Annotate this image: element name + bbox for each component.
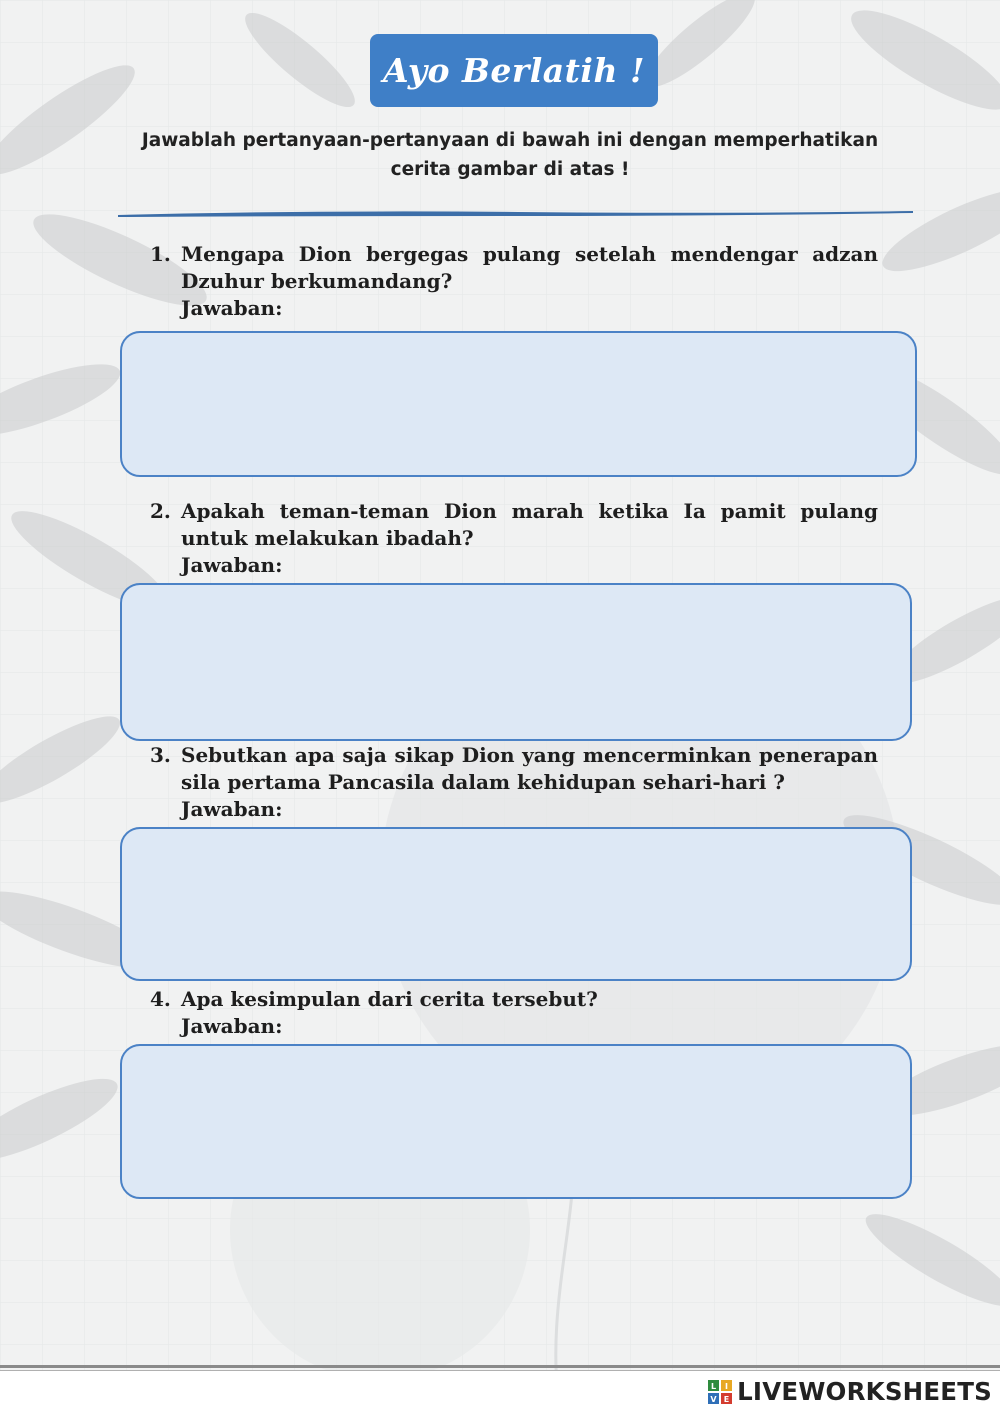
question-number: 3. (150, 743, 171, 767)
question-1 (150, 241, 878, 322)
page-title: Ayo Berlatih ! (383, 51, 645, 90)
instruction-line-2: cerita gambar di atas ! (390, 159, 630, 180)
svg-text:V: V (710, 1394, 717, 1404)
answer-field-1[interactable] (120, 331, 917, 477)
footer-divider (0, 1365, 1000, 1368)
question-text: Mengapa Dion bergegas pulang setelah mendengar adzan Dzuhur berkumandang? (181, 242, 878, 293)
answer-label: Jawaban: (181, 797, 283, 821)
svg-text:E: E (723, 1394, 730, 1404)
question-2 (150, 498, 878, 579)
question-text: Sebutkan apa saja sikap Dion yang mencerminkan penerapan sila pertama Pancasila dalam kehidupan sehari-hari ? (181, 743, 878, 794)
instruction-text (130, 126, 890, 184)
answer-label: Jawaban: (181, 296, 283, 320)
question-4 (150, 986, 878, 1040)
brand-link[interactable] (707, 1377, 992, 1406)
svg-text:I: I (725, 1381, 729, 1391)
brand-name: LIVEWORKSHEETS (737, 1377, 992, 1406)
answer-field-3[interactable] (120, 827, 912, 981)
answer-label: Jawaban: (181, 553, 283, 577)
liveworksheets-logo-icon (707, 1379, 733, 1405)
question-number: 1. (150, 242, 171, 266)
title-banner (370, 34, 658, 107)
header-divider (118, 208, 913, 220)
instruction-line-1: Jawablah pertanyaan-pertanyaan di bawah ini dengan memperhatikan (141, 130, 879, 151)
question-number: 4. (150, 987, 171, 1011)
answer-field-4[interactable] (120, 1044, 912, 1199)
answer-label: Jawaban: (181, 1014, 283, 1038)
question-number: 2. (150, 499, 171, 523)
question-3 (150, 742, 878, 823)
question-text: Apakah teman-teman Dion marah ketika Ia pamit pulang untuk melakukan ibadah? (181, 499, 878, 550)
question-text: Apa kesimpulan dari cerita tersebut? (181, 987, 598, 1011)
answer-field-2[interactable] (120, 583, 912, 741)
svg-text:L: L (711, 1381, 717, 1391)
